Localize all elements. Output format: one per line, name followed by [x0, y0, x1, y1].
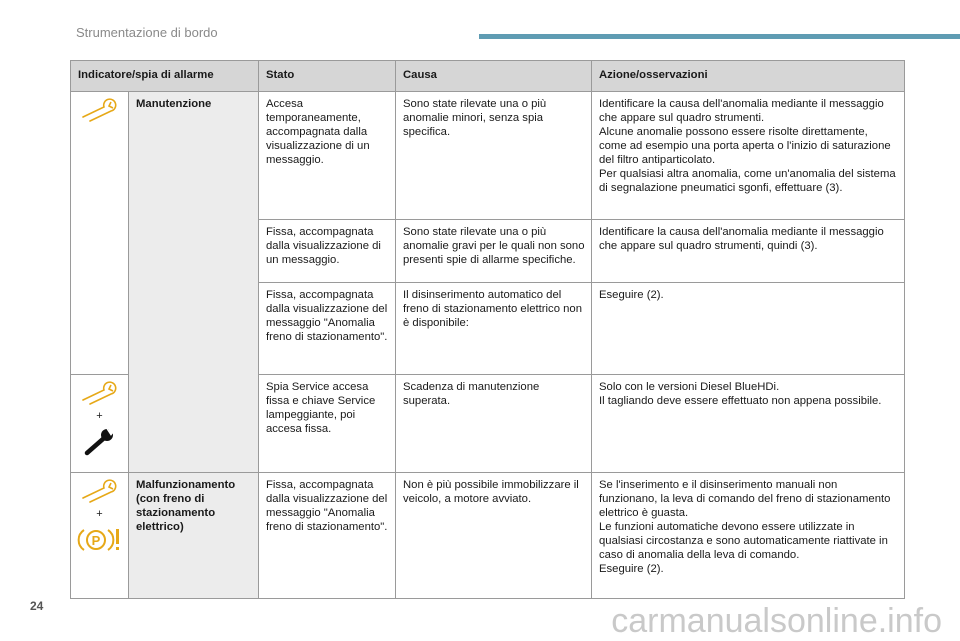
azione-cell: Identificare la causa dell'anomalia mediante il messaggio che appare sul quadro strumenti, quindi (3). — [592, 220, 905, 283]
column-header: Indicatore/spia di allarme — [71, 61, 259, 92]
page-section-title: Strumentazione di bordo — [76, 25, 218, 40]
indicator-name: Malfunzionamento (con freno di stazionamento elettrico) — [129, 473, 259, 599]
header-accent-bar — [479, 34, 960, 39]
service-wrench-outline-icon — [80, 98, 120, 122]
causa-cell: Sono state rilevate una o più anomalie minori, senza spia specifica. — [396, 92, 592, 220]
azione-cell: Se l'inserimento e il disinserimento manuali non funzionano, la leva di comando del freno di stazionamento elettrico è guasta. Le funzioni automatiche devono essere utilizzate in qualsiasi circostanza e sono automaticamente riattivate in caso di anomalia della leva di comando. Eseguire (2). — [592, 473, 905, 599]
page-number: 24 — [30, 599, 44, 613]
azione-cell: Eseguire (2). — [592, 283, 905, 375]
causa-cell: Scadenza di manutenzione superata. — [396, 375, 592, 473]
service-wrench-outline-icon — [80, 479, 120, 503]
table-row — [71, 92, 905, 220]
service-wrench-outline-icon — [80, 381, 120, 405]
column-header: Causa — [396, 61, 592, 92]
wrench-icon — [83, 427, 117, 457]
stato-cell: Accesa temporaneamente, accompagnata dalla visualizzazione di un messaggio. — [259, 92, 396, 220]
svg-text:P: P — [91, 533, 100, 548]
causa-cell: Il disinserimento automatico del freno di stazionamento elettrico non è disponibile: — [396, 283, 592, 375]
indicator-icon-cell — [71, 375, 129, 473]
parking-brake-fault-icon — [76, 525, 124, 555]
stato-cell: Fissa, accompagnata dalla visualizzazione di un messaggio. — [259, 220, 396, 283]
plus-sign: + — [96, 508, 103, 520]
stato-cell: Fissa, accompagnata dalla visualizzazione del messaggio "Anomalia freno di stazionamento". — [259, 473, 396, 599]
stato-cell: Spia Service accesa fissa e chiave Service lampeggiante, poi accesa fissa. — [259, 375, 396, 473]
plus-sign: + — [96, 410, 103, 422]
column-header: Stato — [259, 61, 396, 92]
causa-cell: Sono state rilevate una o più anomalie gravi per le quali non sono presenti spie di allarme specifiche. — [396, 220, 592, 283]
column-header: Azione/osservazioni — [592, 61, 905, 92]
indicator-icon-cell — [71, 473, 129, 599]
watermark-text: carmanualsonline.info — [611, 602, 942, 640]
indicator-icon-cell — [71, 92, 129, 375]
table-header-row — [71, 61, 905, 92]
stato-cell: Fissa, accompagnata dalla visualizzazione del messaggio "Anomalia freno di stazionamento". — [259, 283, 396, 375]
azione-cell: Solo con le versioni Diesel BlueHDi. Il tagliando deve essere effettuato non appena possibile. — [592, 375, 905, 473]
table-row — [71, 473, 905, 599]
warning-lights-table — [70, 60, 905, 599]
azione-cell: Identificare la causa dell'anomalia mediante il messaggio che appare sul quadro strumenti. Alcune anomalie possono essere risolte direttamente, come ad esempio una porta aperta o l'inizio di saturazione del filtro antiparticolato. Per qualsiasi altra anomalia, come un'anomalia del sistema di segnalazione pneumatici sgonfi, effettuare (3). — [592, 92, 905, 220]
indicator-name: Manutenzione — [129, 92, 259, 473]
causa-cell: Non è più possibile immobilizzare il veicolo, a motore avviato. — [396, 473, 592, 599]
